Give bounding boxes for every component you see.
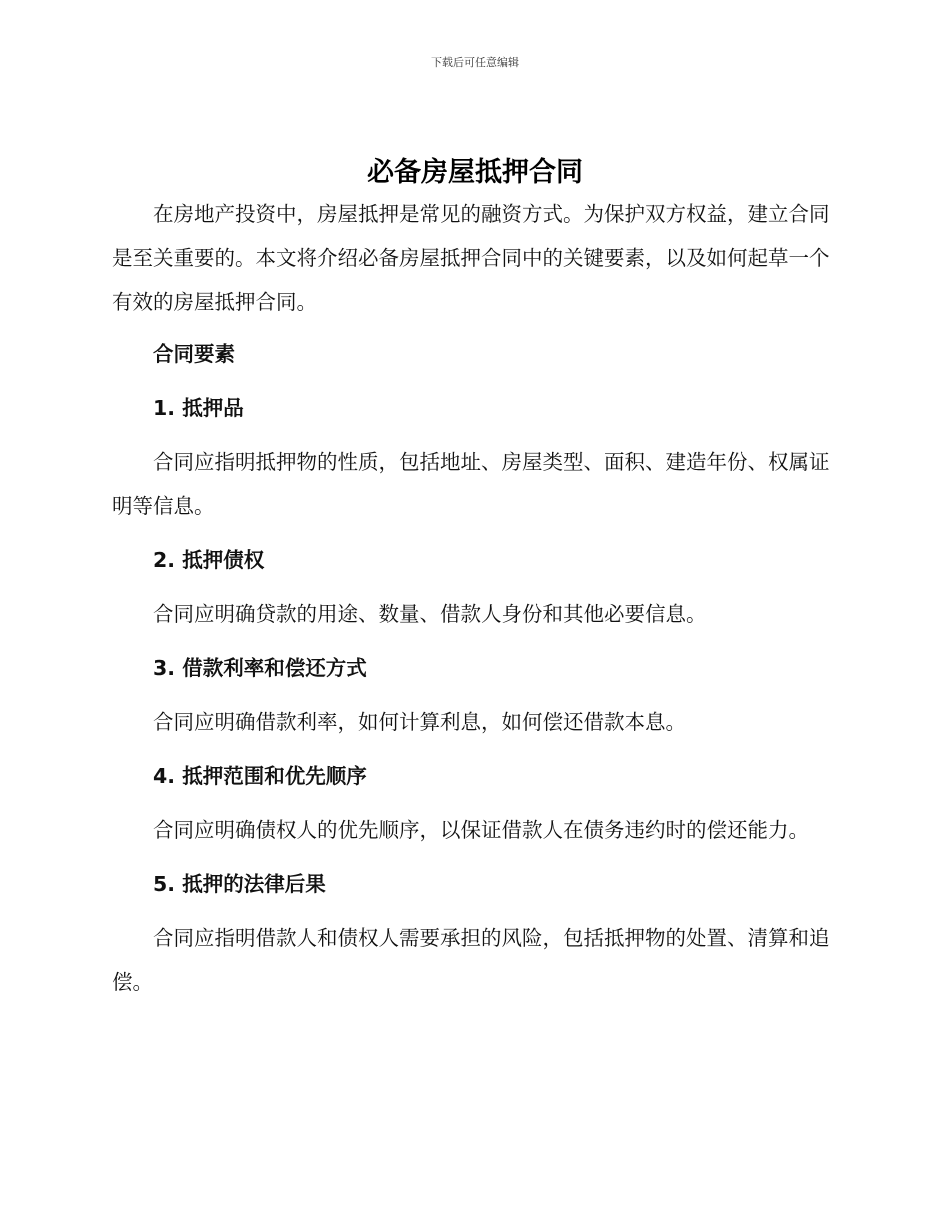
- item-body-4: 合同应明确债权人的优先顺序，以保证借款人在债务违约时的偿还能力。: [153, 818, 809, 842]
- item-body-3: 合同应明确借款利率，如何计算利息，如何偿还借款本息。: [153, 710, 686, 734]
- intro-paragraph: 在房地产投资中，房屋抵押是常见的融资方式。为保护双方权益，建立合同是至关重要的。本文将介绍必备房屋抵押合同中的关键要素，以及如何起草一个有效的房屋抵押合同。: [112, 202, 830, 314]
- item-body-1: 合同应指明抵押物的性质，包括地址、房屋类型、面积、建造年份、权属证明等信息。: [112, 450, 830, 518]
- item-heading-1: 1. 抵押品: [153, 396, 244, 420]
- item-body-5: 合同应指明借款人和债权人需要承担的风险，包括抵押物的处置、清算和追偿。: [112, 926, 830, 994]
- item-heading-5: 5. 抵押的法律后果: [153, 872, 326, 896]
- section-heading: 合同要素: [153, 342, 235, 366]
- item-heading-4: 4. 抵押范围和优先顺序: [153, 764, 367, 788]
- page-header-note: 下载后可任意编辑: [431, 56, 519, 69]
- item-heading-2: 2. 抵押债权: [153, 548, 265, 572]
- item-heading-3: 3. 借款利率和偿还方式: [153, 656, 367, 680]
- item-body-2: 合同应明确贷款的用途、数量、借款人身份和其他必要信息。: [153, 602, 707, 626]
- document-title: 必备房屋抵押合同: [367, 157, 583, 188]
- document-body: [112, 192, 832, 1014]
